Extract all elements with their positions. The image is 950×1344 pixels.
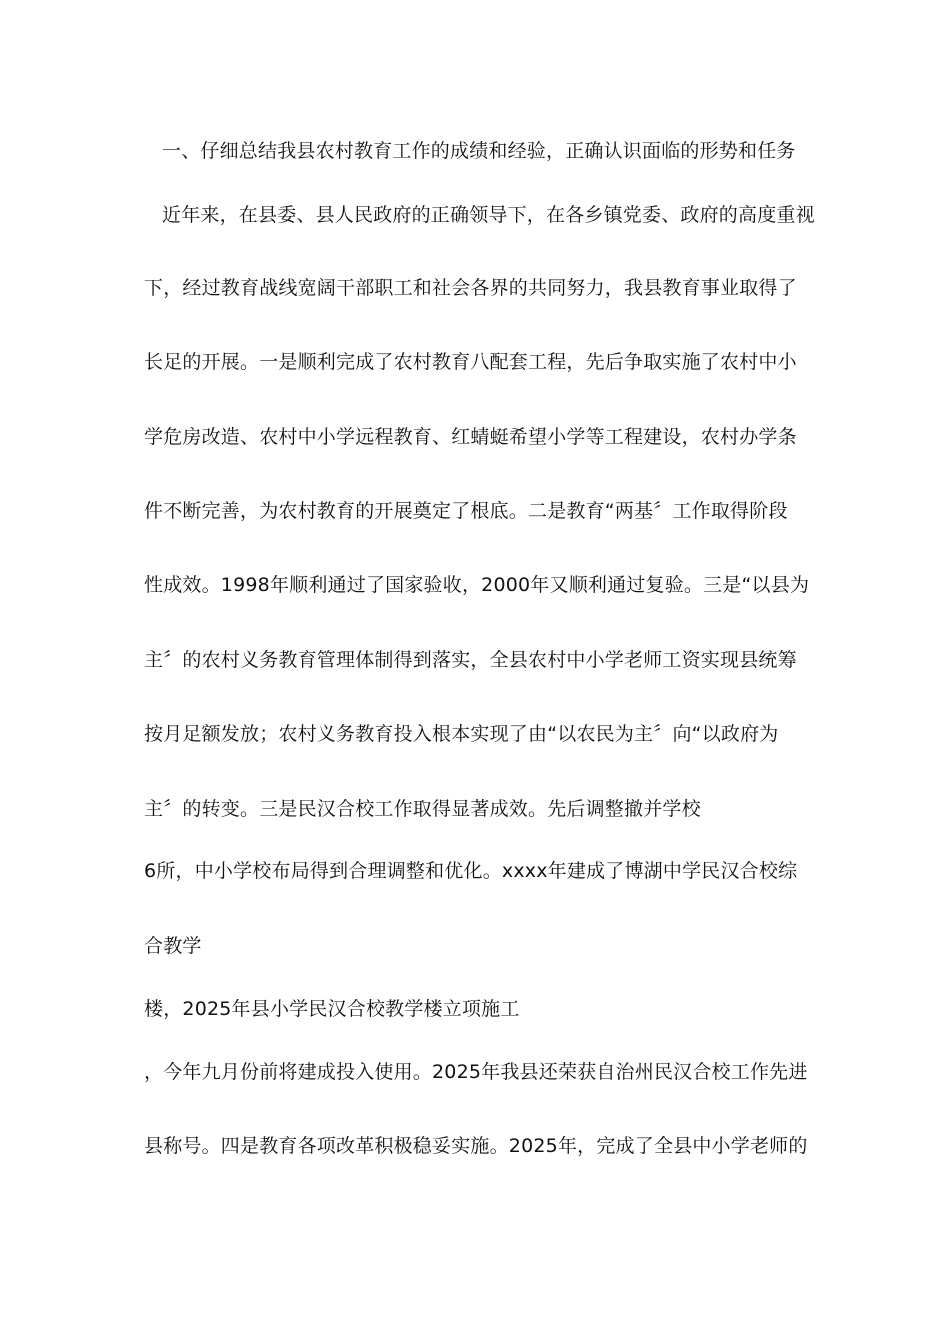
paragraph-line: 主〞的农村义务教育管理体制得到落实，全县农村中小学老师工资实现县统筹 xyxy=(144,649,797,671)
paragraph-line: 学危房改造、农村中小学远程教育、红蜻蜓希望小学等工程建设，农村办学条 xyxy=(144,426,797,448)
paragraph-line: 件不断完善，为农村教育的开展奠定了根底。二是教育“两基〞工作取得阶段 xyxy=(144,500,788,522)
paragraph-line: 近年来，在县委、县人民政府的正确领导下，在各乡镇党委、政府的高度重视 xyxy=(162,204,815,226)
paragraph-line: 长足的开展。一是顺利完成了农村教育八配套工程，先后争取实施了农村中小 xyxy=(144,351,797,373)
paragraph-line: 县称号。四是教育各项改革积极稳妥实施。2025年，完成了全县中小学老师的 xyxy=(144,1135,808,1157)
paragraph-line: 主〞的转变。三是民汉合校工作取得显著成效。先后调整撤并学校 xyxy=(144,798,701,820)
paragraph-line: 合教学 xyxy=(144,935,202,957)
paragraph-line: 性成效。1998年顺利通过了国家验收，2000年又顺利通过复验。三是“以县为 xyxy=(144,574,810,596)
paragraph-line: 下，经过教育战线宽阔干部职工和社会各界的共同努力，我县教育事业取得了 xyxy=(144,277,797,299)
paragraph-line: 6所，中小学校布局得到合理调整和优化。xxxx年建成了博湖中学民汉合校综 xyxy=(144,860,798,882)
paragraph-line: 楼，2025年县小学民汉合校教学楼立项施工 xyxy=(144,998,520,1020)
paragraph-line: ，今年九月份前将建成投入使用。2025年我县还荣获自治州民汉合校工作先进 xyxy=(144,1061,808,1083)
section-heading: 一、仔细总结我县农村教育工作的成绩和经验，正确认识面临的形势和任务 xyxy=(162,140,796,162)
paragraph-line: 按月足额发放；农村义务教育投入根本实现了由“以农民为主〞向“以政府为 xyxy=(144,723,779,745)
